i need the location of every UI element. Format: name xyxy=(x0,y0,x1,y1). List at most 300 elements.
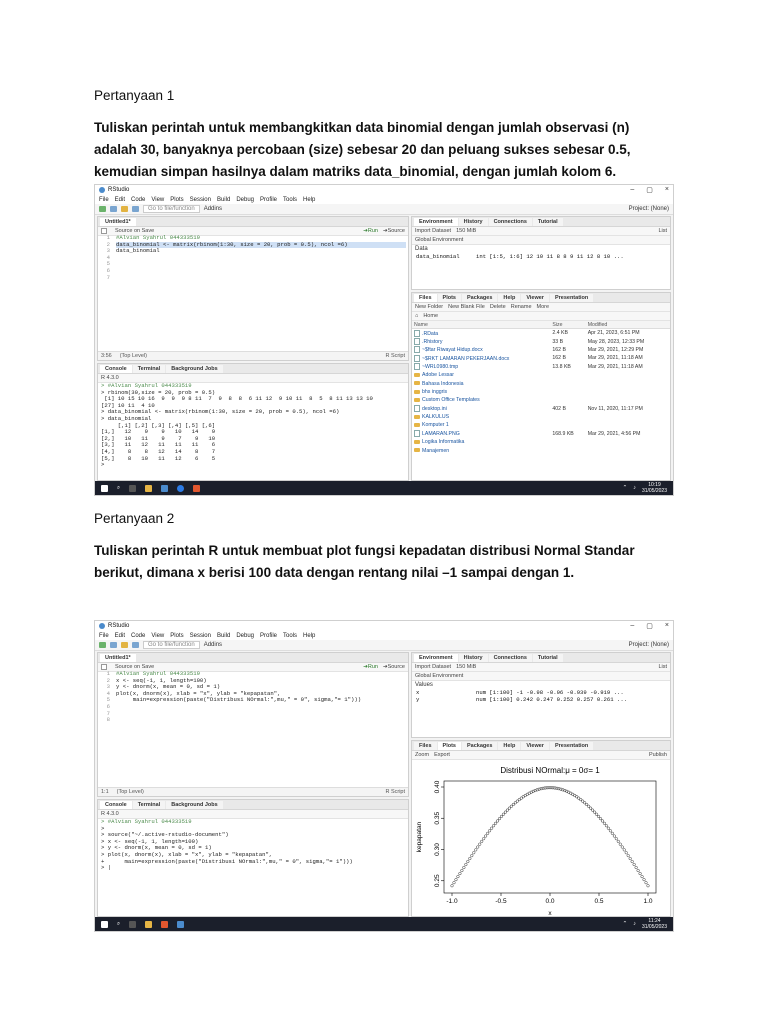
console-line: > | xyxy=(101,864,112,872)
editor-tab[interactable]: Untitled1* xyxy=(100,218,136,226)
folder-icon xyxy=(414,381,420,385)
more-button[interactable]: More xyxy=(536,304,550,310)
env-section-header: Data xyxy=(415,246,428,252)
window-titlebar xyxy=(95,621,673,631)
file-name[interactable]: bhs inggris xyxy=(422,388,448,395)
menu-item[interactable]: Debug xyxy=(236,632,254,639)
brave-icon[interactable] xyxy=(161,921,168,928)
file-row[interactable] xyxy=(412,337,670,345)
file-row[interactable] xyxy=(412,371,670,379)
data-point xyxy=(605,824,608,827)
data-point xyxy=(593,811,596,814)
data-point xyxy=(474,849,477,852)
menu-item[interactable]: Code xyxy=(131,196,146,203)
menu-bar xyxy=(95,195,673,204)
folder-icon xyxy=(414,448,420,452)
file-name[interactable]: ~$RKT LAMARAN PEKERJAAN.docx xyxy=(422,355,510,362)
console-pane xyxy=(97,799,409,917)
file-row[interactable] xyxy=(412,438,670,446)
file-name[interactable]: .RData xyxy=(422,330,439,337)
source-button[interactable]: ➔Source xyxy=(382,228,405,234)
menu-item[interactable]: View xyxy=(151,632,165,639)
tab-environment[interactable]: Environment xyxy=(414,218,458,226)
file-icon xyxy=(414,405,420,412)
rstudio-screenshot-2 xyxy=(94,620,674,932)
data-point xyxy=(607,827,610,830)
console-line: > data_binomial <- matrix(rbinom(1:30, size = 20, prob = 0.5), ncol =6) xyxy=(101,408,340,416)
menu-item[interactable]: Edit xyxy=(114,632,126,639)
file-row[interactable] xyxy=(412,354,670,362)
code-line: main=expression(paste("Distribusi NOrmal:",mu," = 0", sigma,"= 1"))) xyxy=(116,696,362,704)
data-point xyxy=(623,849,626,852)
console-line: [,1] [,2] [,3] [,4] [,5] [,6] xyxy=(101,421,216,429)
wifi-icon[interactable]: ⌃ xyxy=(622,485,628,491)
editor-tab[interactable]: Untitled1* xyxy=(100,654,136,662)
file-icon xyxy=(414,338,420,345)
file-size: 13.8 KB xyxy=(552,363,571,370)
file-type[interactable]: R Script xyxy=(385,789,405,795)
memory-usage[interactable]: 150 MiB xyxy=(456,664,477,670)
tab-presentation[interactable]: Presentation xyxy=(550,742,593,750)
data-point xyxy=(463,866,466,869)
file-name[interactable]: .Rhistory xyxy=(422,338,443,345)
main-toolbar xyxy=(95,204,673,215)
menu-item[interactable]: File xyxy=(99,196,109,203)
speaker-icon[interactable]: ♪ xyxy=(633,921,636,927)
code-line: #Alvian Syahrul 044333519 xyxy=(116,234,200,241)
tab-terminal[interactable]: Terminal xyxy=(133,365,166,373)
new-folder-button[interactable]: New Folder xyxy=(415,304,444,310)
question-1-title: Pertanyaan 1 xyxy=(94,88,175,103)
file-name[interactable]: ~$ftar Riwayat Hidup.docx xyxy=(422,347,483,354)
column-header-name[interactable]: Name xyxy=(412,321,550,329)
global-env-select[interactable]: Global Environment xyxy=(415,673,464,679)
file-modified xyxy=(586,438,670,446)
new-file-icon[interactable] xyxy=(99,206,106,212)
menu-item[interactable]: Code xyxy=(131,632,146,639)
file-row[interactable] xyxy=(412,363,670,371)
menu-item[interactable]: Debug xyxy=(236,196,254,203)
x-tick-label: 0.0 xyxy=(545,898,555,905)
file-modified xyxy=(586,379,670,387)
window-title: RStudio xyxy=(108,187,130,193)
brave-icon[interactable] xyxy=(193,485,200,492)
windows-start-icon[interactable] xyxy=(101,921,108,928)
file-row[interactable] xyxy=(412,446,670,454)
global-env-select[interactable]: Global Environment xyxy=(415,237,464,243)
zoom-button[interactable]: Zoom xyxy=(415,752,430,758)
data-point xyxy=(647,884,650,887)
console-line: [3,] 11 12 11 11 11 6 xyxy=(101,441,216,449)
menu-item[interactable]: Tools xyxy=(283,632,298,639)
tab-connections[interactable]: Connections xyxy=(489,218,532,226)
list-view-toggle[interactable]: List xyxy=(658,664,667,670)
file-name[interactable]: Custom Office Templates xyxy=(422,397,480,404)
file-name[interactable]: desktop.ini xyxy=(422,406,447,413)
data-point xyxy=(467,860,470,863)
data-point xyxy=(601,820,604,823)
file-icon xyxy=(414,330,420,337)
run-button[interactable]: ➔Run xyxy=(363,664,378,670)
rstudio-taskbar-icon[interactable] xyxy=(161,485,168,492)
rename-button[interactable]: Rename xyxy=(510,304,532,310)
column-header-size[interactable]: Size xyxy=(550,321,585,329)
print-icon[interactable] xyxy=(132,642,139,648)
menu-item[interactable]: Session xyxy=(189,632,211,639)
file-row[interactable] xyxy=(412,421,670,429)
density-plot xyxy=(412,760,670,917)
folder-icon xyxy=(414,415,420,419)
environment-pane xyxy=(411,652,671,738)
file-size: 162 B xyxy=(552,346,566,353)
environment-pane xyxy=(411,216,671,290)
new-file-icon[interactable] xyxy=(99,642,106,648)
home-icon[interactable]: ⌂ xyxy=(415,313,419,319)
console-output[interactable] xyxy=(98,383,408,469)
menu-item[interactable]: Profile xyxy=(260,632,278,639)
file-modified: May 28, 2023, 12:33 PM xyxy=(587,338,645,345)
data-point xyxy=(637,869,640,872)
memory-usage[interactable]: 150 MiB xyxy=(456,228,477,234)
tab-background-jobs[interactable]: Background Jobs xyxy=(166,365,222,373)
print-icon[interactable] xyxy=(132,206,139,212)
data-point xyxy=(453,881,456,884)
data-point xyxy=(486,832,489,835)
tab-help[interactable]: Help xyxy=(498,294,520,302)
plots-pane xyxy=(411,740,671,917)
file-modified: Mar 29, 2021, 12:29 PM xyxy=(587,346,644,353)
menu-item[interactable]: Plots xyxy=(170,196,184,203)
tab-console[interactable]: Console xyxy=(100,801,132,809)
window-titlebar xyxy=(95,185,673,195)
breadcrumb-home[interactable]: Home xyxy=(423,313,438,319)
tab-background-jobs[interactable]: Background Jobs xyxy=(166,801,222,809)
addins-button[interactable]: Addins xyxy=(203,642,223,648)
tab-terminal[interactable]: Terminal xyxy=(133,801,166,809)
data-point xyxy=(490,827,493,830)
file-name[interactable]: Logika Informatika xyxy=(422,439,465,446)
data-point xyxy=(484,835,487,838)
console-line: > source("~/.active-rstudio-document") xyxy=(101,831,229,839)
data-point xyxy=(526,793,529,796)
x-axis-label: x xyxy=(548,910,552,917)
file-name[interactable]: KALKULUS xyxy=(422,414,450,421)
console-line: + main=expression(paste("Distribusi NOrmal:",mu," = 0", sigma,"= 1"))) xyxy=(101,857,353,865)
tab-plots[interactable]: Plots xyxy=(438,294,461,302)
speaker-icon[interactable]: ♪ xyxy=(633,485,636,491)
menu-item[interactable]: Profile xyxy=(260,196,278,203)
console-line: [4,] 8 8 12 14 8 7 xyxy=(101,447,216,455)
data-point xyxy=(645,881,648,884)
import-dataset-button[interactable]: Import Dataset xyxy=(415,228,452,234)
menu-item[interactable]: View xyxy=(151,196,165,203)
goto-file-input[interactable]: Go to file/function xyxy=(143,641,200,649)
rstudio-taskbar-icon[interactable] xyxy=(177,921,184,928)
menu-item[interactable]: Build xyxy=(216,632,231,639)
file-modified: Apr 21, 2023, 6:51 PM xyxy=(587,330,640,337)
file-size: 2.4 KB xyxy=(552,330,568,337)
project-menu[interactable]: Project: (None) xyxy=(628,642,669,648)
code-line: #Alvian Syahrul 044333519 xyxy=(116,670,200,677)
data-point xyxy=(470,854,473,857)
addins-button[interactable]: Addins xyxy=(203,206,223,212)
file-modified xyxy=(586,396,670,404)
file-modified: Mar 29, 2021, 4:56 PM xyxy=(587,430,641,437)
data-point xyxy=(619,843,622,846)
source-on-save-label: Source on Save xyxy=(115,228,155,234)
data-point xyxy=(639,872,642,875)
data-point xyxy=(611,832,614,835)
file-size xyxy=(550,413,585,421)
task-view-icon[interactable] xyxy=(129,921,136,928)
console-line: [5,] 8 10 11 12 6 5 xyxy=(101,454,216,462)
cursor-position: 3:56 xyxy=(101,353,112,359)
open-icon[interactable] xyxy=(110,642,117,648)
minimize-icon[interactable]: – xyxy=(630,186,635,193)
tab-packages[interactable]: Packages xyxy=(462,294,497,302)
file-row[interactable] xyxy=(412,413,670,421)
close-icon[interactable]: × xyxy=(664,186,669,193)
console-pane xyxy=(97,363,409,481)
menu-item[interactable]: Build xyxy=(216,196,231,203)
tab-plots[interactable]: Plots xyxy=(438,742,461,750)
menu-item[interactable]: Tools xyxy=(283,196,298,203)
file-explorer-icon[interactable] xyxy=(145,485,152,492)
maximize-icon[interactable]: ▢ xyxy=(646,623,653,630)
file-row[interactable] xyxy=(412,329,670,338)
data-point xyxy=(500,815,503,818)
windows-taskbar xyxy=(95,481,673,495)
data-point xyxy=(635,866,638,869)
menu-bar xyxy=(95,631,673,640)
data-point xyxy=(451,884,454,887)
rstudio-screenshot-1 xyxy=(94,184,674,496)
file-name[interactable]: Manajemen xyxy=(422,447,450,454)
file-row[interactable] xyxy=(412,405,670,413)
export-button[interactable]: Export xyxy=(434,752,450,758)
project-menu[interactable]: Project: (None) xyxy=(628,206,669,212)
file-size: 402 B xyxy=(552,405,566,412)
tab-packages[interactable]: Packages xyxy=(462,742,497,750)
r-version: R 4.3.0 xyxy=(101,375,119,381)
system-clock[interactable]: 11:24 31/05/2023 xyxy=(641,918,667,930)
question-1-body: Tuliskan perintah untuk membangkitkan data binomial dengan jumlah observasi (n) adalah 30, banyaknya percobaan (size) sebesar 20 dan peluang sukses sebesar 0.5, kemudian simpan hasilnya dalam matriks data_binomial, dengan jumlah kolom 6. xyxy=(94,120,631,179)
y-axis-label: kepapatan xyxy=(416,821,423,853)
tab-history[interactable]: History xyxy=(459,654,488,662)
data-point xyxy=(627,854,630,857)
editor-pane xyxy=(97,216,409,361)
y-tick-label: 0.25 xyxy=(434,874,441,888)
data-point xyxy=(465,863,468,866)
file-name[interactable]: LAMARAN.PNG xyxy=(422,431,460,438)
files-pane xyxy=(411,292,671,481)
menu-item[interactable]: Plots xyxy=(170,632,184,639)
file-size: 162 B xyxy=(552,355,566,362)
windows-taskbar xyxy=(95,917,673,931)
scope-indicator[interactable]: (Top Level) xyxy=(116,789,144,795)
task-view-icon[interactable] xyxy=(129,485,136,492)
tab-files[interactable]: Files xyxy=(414,742,437,750)
tab-tutorial[interactable]: Tutorial xyxy=(533,218,563,226)
open-icon[interactable] xyxy=(110,206,117,212)
console-line: > data_binomial xyxy=(101,414,152,422)
tab-tutorial[interactable]: Tutorial xyxy=(533,654,563,662)
console-line: > xyxy=(101,461,108,469)
maximize-icon[interactable]: ▢ xyxy=(646,187,653,194)
file-size: 168.9 KB xyxy=(552,430,574,437)
data-point xyxy=(629,857,632,860)
folder-icon xyxy=(414,373,420,377)
x-tick-label: -0.5 xyxy=(495,898,507,905)
line-numbers: 1 2 3 4 5 6 7 8 xyxy=(106,670,110,724)
data-point xyxy=(461,869,464,872)
tab-history[interactable]: History xyxy=(459,218,488,226)
r-version: R 4.3.0 xyxy=(101,811,119,817)
file-size xyxy=(550,446,585,454)
console-line: > y <- dnorm(x, mean = 0, sd = 1) xyxy=(101,844,212,852)
new-blank-file-button[interactable]: New Blank File xyxy=(448,304,485,310)
console-line: > #Alvian Syahrul 044333519 xyxy=(101,818,192,825)
scope-indicator[interactable]: (Top Level) xyxy=(119,353,147,359)
system-clock[interactable]: 10:19 31/05/2023 xyxy=(641,482,667,494)
file-modified: Mar 29, 2021, 11:18 AM xyxy=(587,363,643,370)
delete-button[interactable]: Delete xyxy=(489,304,506,310)
file-modified xyxy=(586,413,670,421)
y-tick-label: 0.35 xyxy=(434,811,441,825)
file-type[interactable]: R Script xyxy=(385,353,405,359)
tab-help[interactable]: Help xyxy=(498,742,520,750)
data-point xyxy=(599,817,602,820)
env-row[interactable]: y num [1:100] 0.242 0.247 0.252 0.257 0.261 ... xyxy=(416,696,628,703)
editor-pane xyxy=(97,652,409,797)
publish-button[interactable]: Publish xyxy=(648,752,667,758)
search-icon[interactable]: ⌕ xyxy=(117,484,121,491)
tab-presentation[interactable]: Presentation xyxy=(550,294,593,302)
file-size xyxy=(550,438,585,446)
file-row[interactable] xyxy=(412,430,670,438)
file-row[interactable] xyxy=(412,396,670,404)
data-point xyxy=(641,875,644,878)
code-line: data_binomial xyxy=(116,247,160,255)
tab-environment[interactable]: Environment xyxy=(414,654,458,662)
data-point xyxy=(472,851,475,854)
import-dataset-button[interactable]: Import Dataset xyxy=(415,664,452,670)
file-modified xyxy=(586,421,670,429)
file-explorer-icon[interactable] xyxy=(145,921,152,928)
plot-title: Distribusi NOrmal:μ = 0σ= 1 xyxy=(500,766,600,775)
console-line: [1] 10 15 10 16 9 9 9 8 11 7 9 8 8 6 11 12 9 10 11 8 5 8 11 13 13 10 xyxy=(101,395,373,403)
question-2-title: Pertanyaan 2 xyxy=(94,511,175,526)
file-size xyxy=(550,371,585,379)
plot-frame xyxy=(444,781,656,893)
env-row[interactable]: x num [1:100] -1 -0.98 -0.96 -0.939 -0.919 ... xyxy=(416,689,624,696)
code-line: plot(x, dnorm(x), xlab = "x", ylab = "kepapatan", xyxy=(116,689,281,697)
file-modified: Nov 11, 2020, 11:17 PM xyxy=(587,405,643,412)
data-point xyxy=(496,820,499,823)
data-point xyxy=(488,829,491,832)
data-point xyxy=(457,875,460,878)
file-modified xyxy=(586,371,670,379)
source-button[interactable]: ➔Source xyxy=(382,664,405,670)
menu-item[interactable]: Help xyxy=(303,196,316,203)
file-size xyxy=(550,388,585,396)
minimize-icon[interactable]: – xyxy=(630,622,635,629)
close-icon[interactable]: × xyxy=(664,622,669,629)
folder-icon xyxy=(414,440,420,444)
list-view-toggle[interactable]: List xyxy=(658,228,667,234)
tab-console[interactable]: Console xyxy=(100,365,132,373)
search-icon[interactable]: ⌕ xyxy=(117,920,121,927)
file-size: 33 B xyxy=(552,338,564,345)
goto-file-input[interactable]: Go to file/function xyxy=(143,205,200,213)
file-name[interactable]: ~WRL0980.tmp xyxy=(422,364,459,371)
console-line: > x <- seq(-1, 1, length=100) xyxy=(101,837,199,845)
data-point xyxy=(492,824,495,827)
data-point xyxy=(615,837,618,840)
tab-viewer[interactable]: Viewer xyxy=(521,294,549,302)
tab-connections[interactable]: Connections xyxy=(489,654,532,662)
x-tick-label: -1.0 xyxy=(446,898,458,905)
edge-icon[interactable] xyxy=(177,485,184,492)
windows-start-icon[interactable] xyxy=(101,485,108,492)
save-icon[interactable] xyxy=(121,642,128,648)
file-icon xyxy=(414,346,420,353)
data-point xyxy=(609,829,612,832)
file-row[interactable] xyxy=(412,388,670,396)
tab-files[interactable]: Files xyxy=(414,294,437,302)
data-point xyxy=(595,813,598,816)
save-icon[interactable] xyxy=(121,206,128,212)
file-name[interactable]: Adobe Lessar xyxy=(422,372,455,379)
file-size xyxy=(550,421,585,429)
y-tick-label: 0.40 xyxy=(434,780,441,794)
file-name[interactable]: Komputer 1 xyxy=(422,422,449,429)
wifi-icon[interactable]: ⌃ xyxy=(622,921,628,927)
code-editor[interactable] xyxy=(116,235,406,255)
source-on-save-label: Source on Save xyxy=(115,664,155,670)
console-line: > xyxy=(101,824,105,832)
file-icon xyxy=(414,430,420,437)
file-row[interactable] xyxy=(412,379,670,387)
data-point xyxy=(591,809,594,812)
menu-item[interactable]: Session xyxy=(189,196,211,203)
line-numbers: 1 2 3 4 5 6 7 xyxy=(106,234,110,281)
tab-viewer[interactable]: Viewer xyxy=(521,742,549,750)
run-button[interactable]: ➔Run xyxy=(363,228,378,234)
file-size xyxy=(550,379,585,387)
file-modified: Mar 29, 2021, 11:18 AM xyxy=(587,355,643,362)
file-size xyxy=(550,396,585,404)
menu-item[interactable]: Edit xyxy=(114,196,126,203)
console-output[interactable] xyxy=(98,819,408,872)
code-editor[interactable] xyxy=(116,671,406,704)
env-row[interactable]: data_binomial int [1:5, 1:6] 12 10 11 8 8 9 11 12 8 10 ... xyxy=(416,253,624,260)
data-point xyxy=(597,815,600,818)
folder-icon xyxy=(414,423,420,427)
data-point xyxy=(617,840,620,843)
console-line: > plot(x, dnorm(x), xlab = "x", ylab = "kepapatan", xyxy=(101,850,273,858)
file-name[interactable]: Bahasa Indonesia xyxy=(422,380,464,387)
data-point xyxy=(478,843,481,846)
menu-item[interactable]: Help xyxy=(303,632,316,639)
data-point xyxy=(613,835,616,838)
column-header-modified[interactable]: Modified xyxy=(586,321,670,329)
menu-item[interactable]: File xyxy=(99,632,109,639)
x-tick-label: 0.5 xyxy=(594,898,604,905)
main-toolbar xyxy=(95,640,673,651)
code-line: y <- dnorm(x, mean = 0, sd = 1) xyxy=(116,683,221,691)
file-row[interactable] xyxy=(412,346,670,354)
